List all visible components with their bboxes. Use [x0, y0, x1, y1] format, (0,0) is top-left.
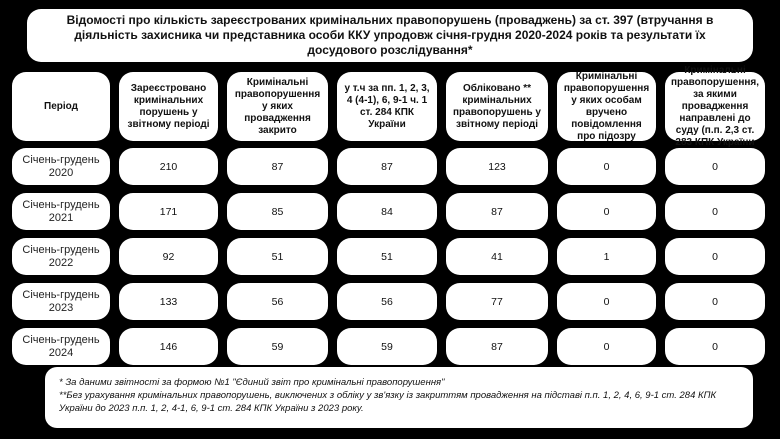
footnotes [45, 367, 753, 428]
value-cell: 171 [119, 193, 218, 230]
period-label: Січень-грудень [22, 243, 100, 256]
value-cell: 56 [227, 283, 328, 320]
period-cell [12, 238, 110, 275]
value-cell: 133 [119, 283, 218, 320]
value-cell: 51 [227, 238, 328, 275]
value-cell: 0 [557, 283, 656, 320]
value-cell: 87 [337, 148, 437, 185]
value-cell: 0 [665, 148, 765, 185]
page-title [27, 9, 753, 62]
value-cell: 0 [665, 238, 765, 275]
period-cell [12, 283, 110, 320]
value-cell: 0 [665, 328, 765, 365]
footnote-2: **Без урахування кримінальних правопорушень, виключених з обліку у зв'язку із закриттям провадження на підставі п.п. 1, 2, 4, 6, 9-1 ст. 284 КПК України до 2023 п.п. 1, 2, 4-1, 6, 9-1 ст. 284 КПК України з 2023 року. [59, 390, 717, 414]
value-cell: 0 [665, 283, 765, 320]
period-label: Січень-грудень [22, 288, 100, 301]
period-label: Січень-грудень [22, 198, 100, 211]
column-header: Кримінальні правопорушення у яких особам вручено повідомлення про підозру [557, 72, 656, 141]
value-cell: 0 [557, 148, 656, 185]
period-year: 2020 [48, 166, 74, 179]
period-year: 2022 [48, 256, 74, 269]
column-header: Кримінальні правопорушення у яких провадження закрито [227, 72, 328, 141]
period-year: 2024 [48, 346, 74, 359]
value-cell: 85 [227, 193, 328, 230]
column-header: Обліковано ** кримінальних правопорушень у звітному періоді [446, 72, 548, 141]
column-header: Кримінальні правопорушення, за якими провадження направлені до суду (п.п. 2,3 ст. 283 КПК України [665, 72, 765, 141]
value-cell: 59 [227, 328, 328, 365]
value-cell: 87 [446, 328, 548, 365]
value-cell: 123 [446, 148, 548, 185]
period-label: Січень-грудень [22, 153, 100, 166]
value-cell: 1 [557, 238, 656, 275]
period-label: Січень-грудень [22, 333, 100, 346]
column-header: у т.ч за пп. 1, 2, 3, 4 (4-1), 6, 9-1 ч. 1 ст. 284 КПК України [337, 72, 437, 141]
value-cell: 0 [557, 328, 656, 365]
period-year: 2023 [48, 301, 74, 314]
period-year: 2021 [48, 211, 74, 224]
value-cell: 56 [337, 283, 437, 320]
period-cell [12, 328, 110, 365]
value-cell: 210 [119, 148, 218, 185]
column-header: Зареєстровано кримінальних порушень у звітному періоді [119, 72, 218, 141]
value-cell: 0 [665, 193, 765, 230]
value-cell: 92 [119, 238, 218, 275]
value-cell: 146 [119, 328, 218, 365]
period-cell [12, 148, 110, 185]
value-cell: 87 [227, 148, 328, 185]
footnote-1: * За даними звітності за формою №1 "Єдиний звіт про кримінальні правопорушення" [59, 377, 445, 388]
column-header: Період [12, 72, 110, 141]
value-cell: 0 [557, 193, 656, 230]
value-cell: 41 [446, 238, 548, 275]
title-text: Відомості про кількість зареєстрованих кримінальних правопорушень (проваджень) за ст. 397 (втручання в діяльність захисника чи представника особи ККУ упродовж січня-грудня 2020-2024 років та результати їх досудового розслідування* [66, 13, 714, 57]
value-cell: 77 [446, 283, 548, 320]
value-cell: 87 [446, 193, 548, 230]
value-cell: 59 [337, 328, 437, 365]
value-cell: 51 [337, 238, 437, 275]
value-cell: 84 [337, 193, 437, 230]
period-cell [12, 193, 110, 230]
